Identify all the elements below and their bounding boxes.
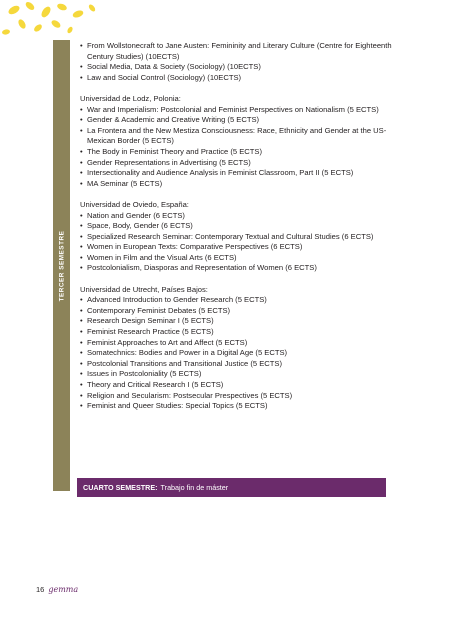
- decorative-leaves-graphic: [0, 0, 120, 40]
- course-list-content: [80, 41, 395, 422]
- list-item: • Theory and Critical Research I (5 ECTS): [80, 380, 395, 391]
- fourth-semester-value: Trabajo fin de máster: [160, 483, 229, 492]
- list-item: • Religion and Secularism: Postsecular Prespectives (5 ECTS): [80, 391, 395, 402]
- list-item: • Space, Body, Gender (6 ECTS): [80, 221, 395, 232]
- list-item: • War and Imperialism: Postcolonial and Feminist Perspectives on Nationalism (5 ECTS): [80, 105, 395, 116]
- course-list: [80, 105, 395, 190]
- section-continued: [80, 41, 395, 83]
- fourth-semester-label: CUARTO SEMESTRE:: [83, 483, 158, 492]
- list-item: • Postcolonial Transitions and Transitional Justice (5 ECTS): [80, 359, 395, 370]
- list-item: • La Frontera and the New Mestiza Consciousness: Race, Ethnicity and Gender at the US-Mexican Border (5 ECTS): [80, 126, 395, 147]
- list-item: • Advanced Introduction to Gender Research (5 ECTS): [80, 295, 395, 306]
- semester-sidebar: [53, 40, 70, 491]
- list-item: • Contemporary Feminist Debates (5 ECTS): [80, 306, 395, 317]
- list-item: • Gender & Academic and Creative Writing (5 ECTS): [80, 115, 395, 126]
- gemma-logo: gemma: [48, 585, 79, 594]
- section-oviedo: [80, 200, 395, 274]
- list-item: • Postcolonialism, Diasporas and Representation of Women (6 ECTS): [80, 263, 395, 274]
- page-number: 16: [36, 585, 45, 594]
- list-item: • Nation and Gender (6 ECTS): [80, 211, 395, 222]
- list-item: • Specialized Research Seminar: Contemporary Textual and Cultural Studies (6 ECTS): [80, 232, 395, 243]
- list-item: • The Body in Feminist Theory and Practice (5 ECTS): [80, 147, 395, 158]
- list-item: • Gender Representations in Advertising (5 ECTS): [80, 158, 395, 169]
- list-item: • From Wollstonecraft to Jane Austen: Femininity and Literary Culture (Centre for Eighteenth Century Studies) (10ECTS): [80, 41, 395, 62]
- course-list: [80, 211, 395, 275]
- yellow-leaf-shapes: [2, 0, 97, 35]
- university-title: Universidad de Oviedo, España:: [80, 199, 189, 209]
- list-item: • Women in European Texts: Comparative Perspectives (6 ECTS): [80, 242, 395, 253]
- list-item: • Feminist Approaches to Art and Affect (5 ECTS): [80, 338, 395, 349]
- course-list: [80, 295, 395, 412]
- list-item: • MA Seminar (5 ECTS): [80, 179, 395, 190]
- list-item: • Intersectionality and Audience Analysis in Feminist Classroom, Part II (5 ECTS): [80, 168, 395, 179]
- list-item: • Law and Social Control (Sociology) (10ECTS): [80, 73, 395, 84]
- list-item: • Issues in Postcoloniality (5 ECTS): [80, 369, 395, 380]
- section-utrecht: [80, 285, 395, 412]
- course-list: [80, 41, 395, 83]
- list-item: • Feminist Research Practice (5 ECTS): [80, 327, 395, 338]
- list-item: • Feminist and Queer Studies: Special Topics (5 ECTS): [80, 401, 395, 412]
- university-title: Universidad de Utrecht, Países Bajos:: [80, 284, 208, 294]
- page-footer: [36, 585, 78, 594]
- university-title: Universidad de Lodz, Polonia:: [80, 93, 181, 103]
- fourth-semester-bar: [77, 478, 386, 497]
- list-item: • Research Design Seminar I (5 ECTS): [80, 316, 395, 327]
- list-item: • Social Media, Data & Society (Sociology) (10ECTS): [80, 62, 395, 73]
- list-item: • Somatechnics: Bodies and Power in a Digital Age (5 ECTS): [80, 348, 395, 359]
- section-lodz: [80, 94, 395, 189]
- sidebar-label: TERCER SEMESTRE: [58, 230, 65, 301]
- list-item: • Women in Film and the Visual Arts (6 ECTS): [80, 253, 395, 264]
